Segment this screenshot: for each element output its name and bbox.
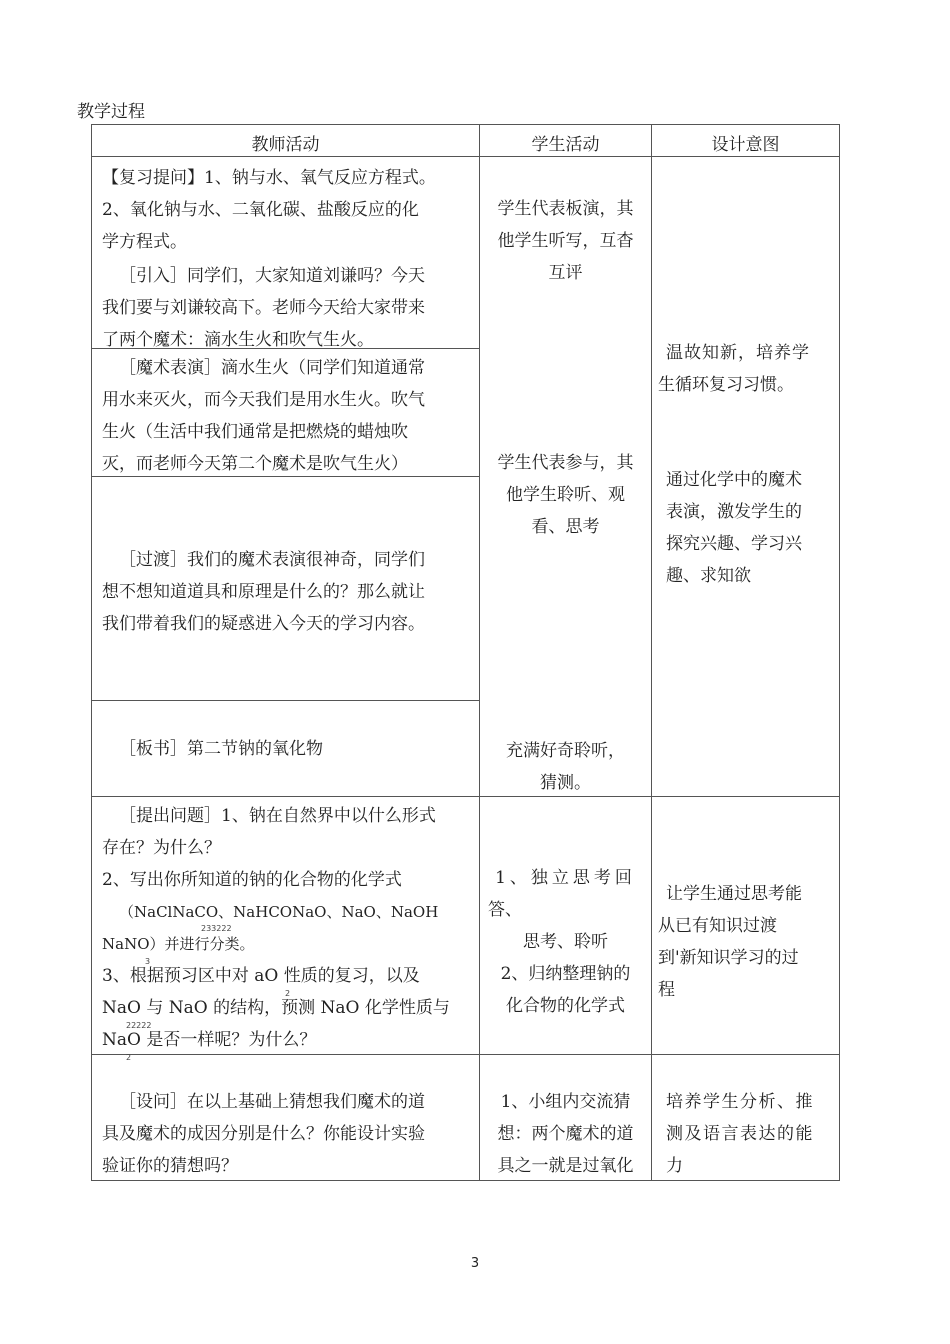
intent-4: 培养学生分析、推 测及语言表达的能 力: [666, 1092, 814, 1176]
formula-subscripts-4: 22222: [126, 1021, 152, 1030]
teacher-questions: ［提出问题］1、钠在自然界中以什么形式 存在？为什么？ 2、写出你所知道的钠的化合物的化学式 （NaClNaCO、NaHCONaO、NaO、NaOH NaNO）并进行分类。 3、根据预习区中对 aO 性质的复习，以及 NaO 与 NaO 的结构，预测 NaO 化学性质与 NaO 是否一样呢？为什么？: [102, 806, 450, 1050]
student-activity-3: 充满好奇聆听， 猜测。: [506, 741, 625, 793]
teacher-transition: ［过渡］我们的魔术表演很神奇，同学们 想不想知道道具和原理是什么的？那么就让 我们带着我们的疑惑进入今天的学习内容。: [102, 550, 425, 634]
formula-subscripts-2: 3: [145, 957, 151, 966]
header-teacher: 教师活动: [251, 135, 320, 155]
student-activity-5: 1、小组内交流猜 想：两个魔术的道 具之一就是过氧化: [497, 1092, 634, 1176]
intent-2: 通过化学中的魔术 表演，激发学生的 探究兴趣、学习兴 趣、求知欲: [666, 470, 802, 586]
intent-1: 温故知新，培养学 生循环复习习惯。: [658, 343, 810, 395]
formula-subscripts-1: 233222: [201, 924, 232, 933]
section-title: 教学过程: [77, 102, 145, 122]
header-intent: 设计意图: [711, 135, 780, 155]
formula-subscripts-5: 2: [126, 1053, 132, 1062]
teacher-intro: ［引入］同学们，大家知道刘谦吗？今天 我们要与刘谦较高下。老师今天给大家带来 了两个魔术：滴水生火和吹气生火。: [102, 266, 425, 350]
formula-subscripts-3: 2: [285, 989, 291, 998]
teacher-board: ［板书］第二节钠的氧化物: [119, 739, 323, 759]
header-student: 学生活动: [531, 135, 600, 155]
student-activity-4: 1、独立思考回 答、 思考、聆听 2、归纳整理钠的 化合物的化学式: [488, 868, 636, 1016]
student-activity-2: 学生代表参与，其 他学生聆听、观 看、思考: [497, 453, 634, 537]
student-activity-1: 学生代表板演，其 他学生听写，互杳 互评: [497, 199, 634, 283]
teacher-design-question: ［设问］在以上基础上猜想我们魔术的道 具及魔术的成因分别是什么？你能设计实验 验证你的猜想吗？: [102, 1092, 425, 1176]
page-number: 3: [470, 1256, 480, 1271]
teacher-review: 【复习提问】1、钠与水、氧气反应方程式。 2、氧化钠与水、二氧化碳、盐酸反应的化 学方程式。: [102, 168, 436, 252]
teacher-magic: ［魔术表演］滴水生火（同学们知道通常 用水来灭火，而今天我们是用水生火。吹气 生火（生活中我们通常是把燃烧的蜡烛吹 灭，而老师今天第二个魔术是吹气生火）: [102, 358, 425, 474]
intent-3: 让学生通过思考能 从已有知识过渡 到'新知识学习的过 程: [658, 884, 802, 1000]
